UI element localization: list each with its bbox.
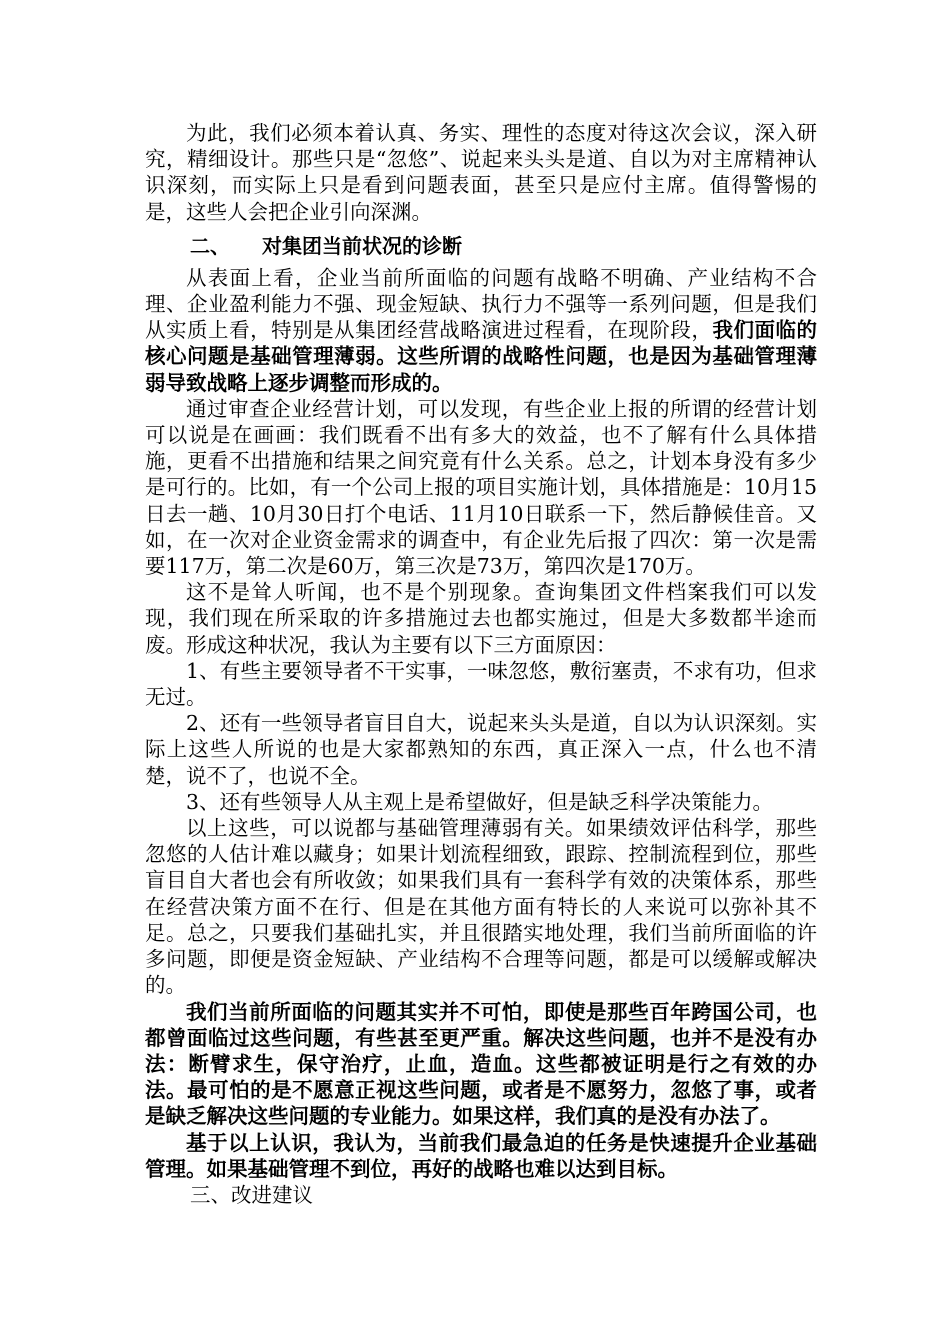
paragraph-diagnosis-text: 从表面上看，企业当前所面临的问题有战略不明确、产业结构不合理、企业盈利能力不强、现金短缺、执行力不强等一系列问题，但是我们从实质上看，特别是从集团经营战略演进过程看，在现阶段， (145, 265, 817, 343)
paragraph-diagnosis (145, 265, 817, 396)
paragraph-management-analysis: 以上这些，可以说都与基础管理薄弱有关。如果绩效评估科学，那些忽悠的人估计难以藏身；如果计划流程细致，跟踪、控制流程到位，那些盲目自大者也会有所收敛；如果我们具有一套科学有效的决策体系，那些在经营决策方面不在行、但是在其他方面有特长的人来说可以弥补其不足。总之，只要我们基础扎实，并且很踏实地处理，我们当前所面临的许多问题，即便是资金短缺、产业结构不合理等问题，都是可以缓解或解决的。 (145, 816, 817, 998)
list-item-reason-3: 3、还有些领导人从主观上是希望做好，但是缺乏科学决策能力。 (186, 789, 774, 814)
list-item-reason-2: 2、还有一些领导者盲目自大，说起来头头是道，自以为认识深刻。实际上这些人所说的也是大家都熟知的东西，真正深入一点，什么也不清楚，说不了，也说不全。 (145, 711, 817, 788)
section-heading-2 (145, 231, 817, 261)
paragraph-reasons-intro: 这不是耸人听闻，也不是个别现象。查询集团文件档案我们可以发现，我们现在所采取的许多措施过去也都实施过，但是大多数都半途而废。形成这种状况，我认为主要有以下三方面原因： (145, 580, 817, 657)
section-heading-3: 三、改进建议 (190, 1182, 313, 1207)
paragraph-emphasis-conclusion: 基于以上认识，我认为，当前我们最急迫的任务是快速提升企业基础管理。如果基础管理不到位，再好的战略也难以达到目标。 (145, 1130, 817, 1181)
paragraph-intro: 为此，我们必须本着认真、务实、理性的态度对待这次会议，深入研究，精细设计。那些只是“忽悠”、说起来头头是道、自以为对主席精神认识深刻，而实际上只是看到问题表面，甚至只是应付主席。值得警惕的是，这些人会把企业引向深渊。 (145, 121, 817, 224)
paragraph-emphasis-problems: 我们当前所面临的问题其实并不可怕，即使是那些百年跨国公司，也都曾面临过这些问题，有些甚至更严重。解决这些问题，也并不是没有办法：断臂求生，保守治疗，止血，造血。这些都被证明是行之有效的办法。最可怕的是不愿意正视这些问题，或者是不愿努力，忽悠了事，或者是缺乏解决这些问题的专业能力。如果这样，我们真的是没有办法了。 (145, 999, 817, 1129)
list-item-reason-1: 1、有些主要领导者不干实事，一味忽悠，敷衍塞责，不求有功，但求无过。 (145, 658, 817, 710)
paragraph-diagnosis-emphasis: 我们面临的核心问题是基础管理薄弱。这些所谓的战略性问题，也是因为基础管理薄弱导致战略上逐步调整而形成的。 (145, 318, 818, 395)
section-number: 二、 (190, 233, 230, 258)
document-page (145, 120, 817, 1208)
paragraph-plan-review: 通过审查企业经营计划，可以发现，有些企业上报的所谓的经营计划可以说是在画画：我们既看不出有多大的效益，也不了解有什么具体措施，更看不出措施和结果之间究竟有什么关系。总之，计划本身没有多少是可行的。比如，有一个公司上报的项目实施计划，具体措施是：10月15日去一趟、10月30日打个电话、11月10日联系一下，然后静候佳音。又如，在一次对企业资金需求的调查中，有企业先后报了四次：第一次是需要117万，第二次是60万，第三次是73万，第四次是170万。 (145, 396, 817, 579)
section-title: 对集团当前状况的诊断 (262, 233, 462, 258)
